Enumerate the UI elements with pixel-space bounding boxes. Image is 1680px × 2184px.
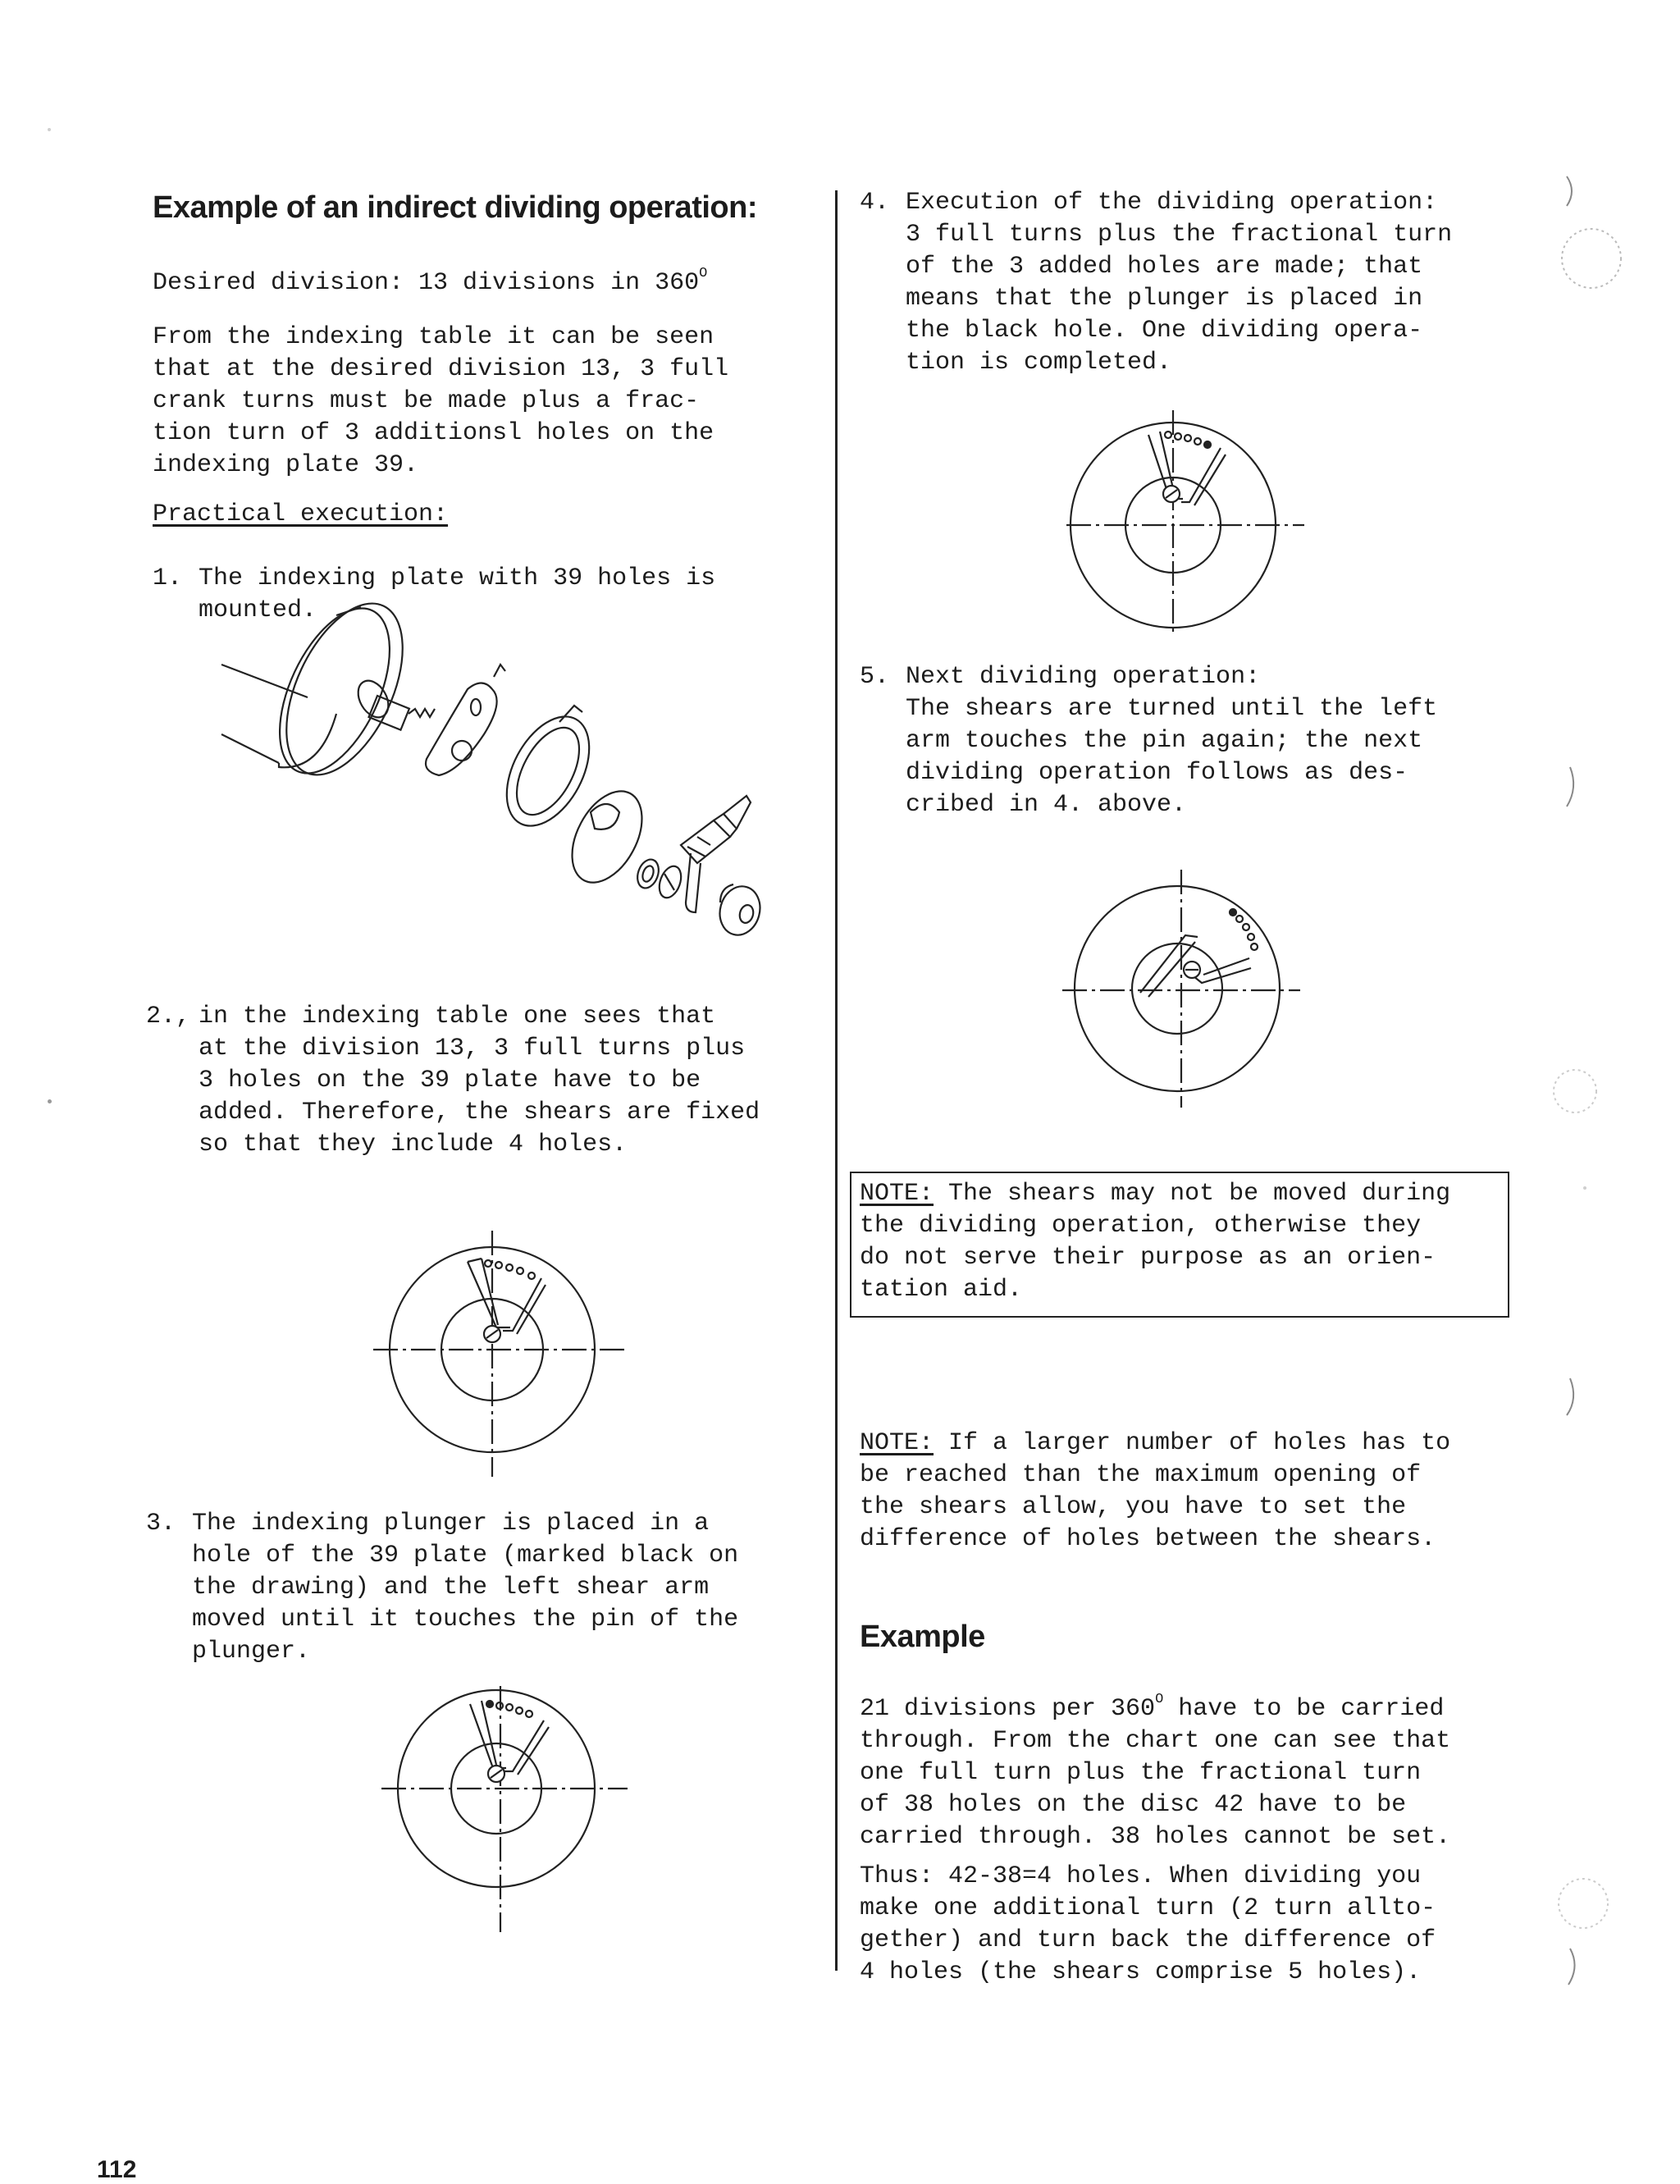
thus-paragraph: Thus: 42-38=4 holes. When dividing you make one additional turn (2 turn allto- gether) and turn back the difference of 4 holes (the shears comprise 5 holes). — [860, 1862, 1436, 1986]
page-number: 112 — [97, 2156, 137, 2183]
practical-execution-heading: Practical execution: — [153, 500, 449, 528]
intro-paragraph: From the indexing table it can be seen that at the desired division 13, 3 full crank turns must be made plus a frac- tion turn of 3 additionsl holes on the indexing plate 39. — [153, 323, 729, 479]
scan-speck — [48, 128, 51, 131]
step-3-text: The indexing plunger is placed in a hole of the 39 plate (marked black on the drawing) and the left shear arm moved until it touches the pin of the plunger. — [192, 1510, 739, 1665]
desired-division: Desired division: 13 divisions in $360^O$ — [153, 266, 708, 297]
shears-diagram-4-holes — [373, 1231, 628, 1477]
shears-diagram-operation-complete — [1066, 410, 1304, 632]
step-1-number: 1. — [153, 564, 183, 592]
shears-diagram-next-operation — [1062, 870, 1300, 1108]
example-heading: Example — [860, 1620, 985, 1654]
note-2-text: NOTE: If a larger number of holes has to be reached than the maximum opening of the shears allow, you have to set the difference of holes between the shears. — [860, 1429, 1451, 1553]
note-2-label: NOTE: — [860, 1429, 934, 1457]
step-4-text: Execution of the dividing operation: 3 full turns plus the fractional turn of the 3 added holes are made; that means that the plunger is placed in the black hole. One dividing opera- tion is completed. — [906, 189, 1453, 377]
step-2-text: in the indexing table one sees that at the division 13, 3 full turns plus 3 holes on the 39 plate have to be added. Therefore, the shears are fixed so that they include 4 holes. — [199, 1003, 760, 1158]
step-1-text: The indexing plate with 39 holes is mounted. — [199, 564, 716, 624]
step-4-number: 4. — [860, 189, 890, 217]
degree-mark: O — [699, 266, 708, 281]
scan-speck — [48, 1099, 52, 1103]
exploded-indexing-plate-illustration — [221, 599, 779, 944]
column-divider — [835, 190, 838, 1971]
degree-mark: O — [1155, 1692, 1164, 1707]
binder-hole-marks — [1542, 172, 1641, 2059]
shears-diagram-plunger-placed — [381, 1686, 628, 1932]
step-2-number: 2., — [146, 1003, 191, 1030]
step-3-number: 3. — [146, 1510, 176, 1537]
step-5-number: 5. — [860, 663, 890, 691]
step-5-text: Next dividing operation: The shears are turned until the left arm touches the pin again; the next dividing operation follows as des- cribed in 4. above. — [906, 663, 1438, 819]
example-paragraph: 21 divisions per $360^O$ have to be carried through. From the chart one can see that one full turn plus the fractional turn of 38 holes on the disc 42 have to be carried through. 38 holes cannot be set. — [860, 1692, 1451, 1851]
scan-speck — [1583, 1186, 1586, 1190]
note-1-text: NOTE: The shears may not be moved during the dividing operation, otherwise they do not serve their purpose as an orien- tation aid. — [860, 1180, 1451, 1304]
page-title: Example of an indirect dividing operation: — [153, 190, 757, 225]
note-1-label: NOTE: — [860, 1180, 934, 1208]
